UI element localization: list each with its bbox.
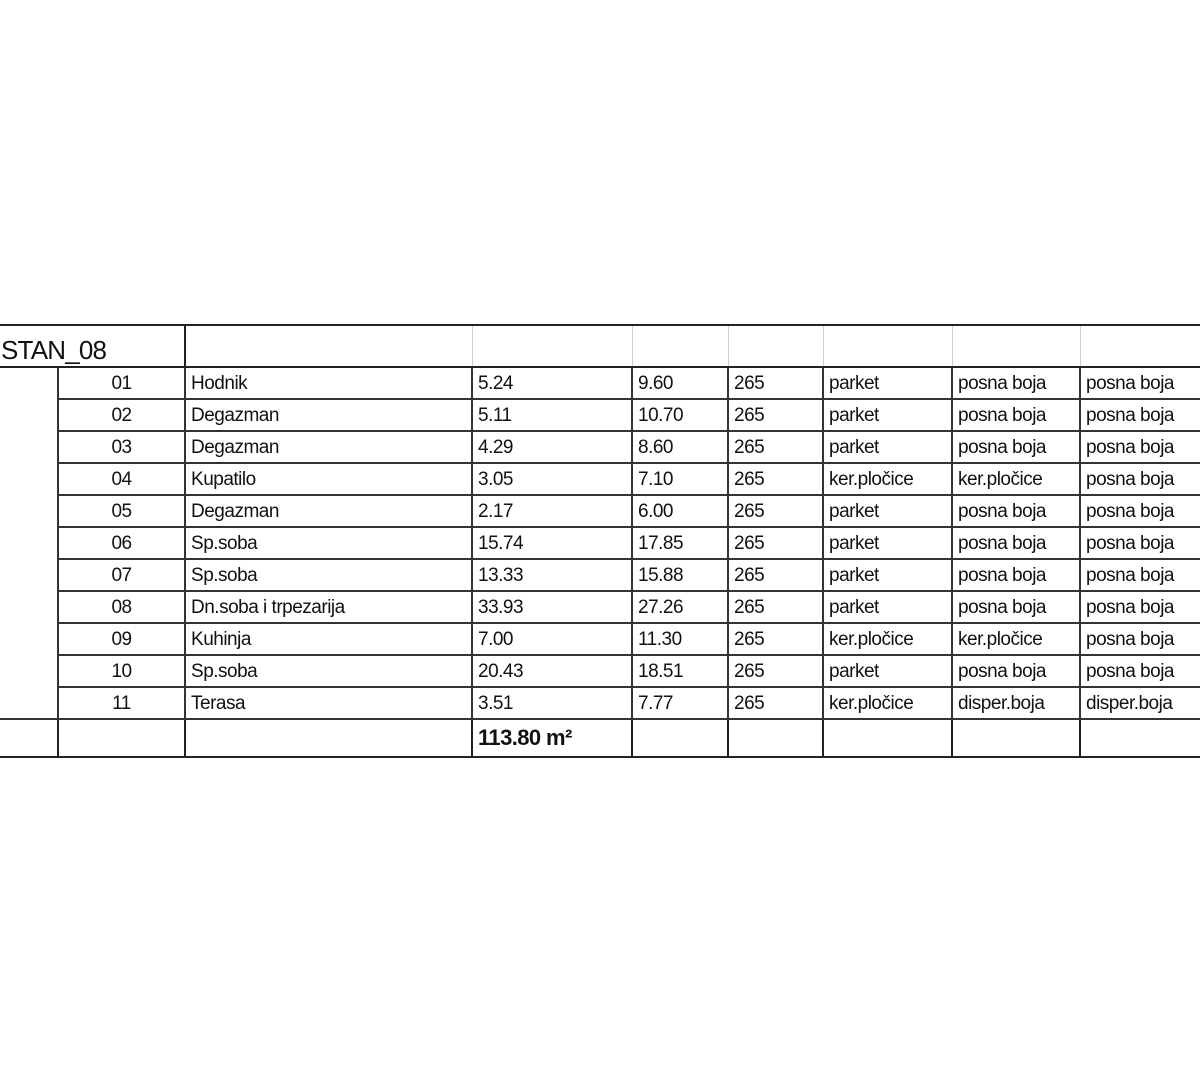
empty-cell: [728, 719, 823, 757]
room-floor-finish: parket: [823, 559, 952, 591]
row-gutter: [0, 527, 58, 559]
room-perimeter: 11.30: [632, 623, 728, 655]
room-wall-finish: posna boja: [952, 367, 1080, 399]
room-wall-finish: posna boja: [952, 527, 1080, 559]
row-gutter: [0, 655, 58, 687]
room-perimeter: 18.51: [632, 655, 728, 687]
total-area: 113.80 m²: [472, 719, 632, 757]
room-floor-finish: parket: [823, 655, 952, 687]
table-row: [0, 463, 1200, 495]
room-height: 265: [728, 367, 823, 399]
table-row: [0, 591, 1200, 623]
empty-cell: [185, 325, 472, 367]
room-height: 265: [728, 399, 823, 431]
room-ceiling-finish: posna boja: [1080, 623, 1200, 655]
empty-cell: [58, 719, 185, 757]
table-row: [0, 495, 1200, 527]
table-row: [0, 559, 1200, 591]
room-ceiling-finish: posna boja: [1080, 527, 1200, 559]
room-height: 265: [728, 687, 823, 719]
room-ceiling-finish: posna boja: [1080, 463, 1200, 495]
row-gutter: [0, 431, 58, 463]
room-number: 11: [58, 687, 185, 719]
room-ceiling-finish: posna boja: [1080, 495, 1200, 527]
table-row: [0, 399, 1200, 431]
room-perimeter: 15.88: [632, 559, 728, 591]
row-gutter: [0, 591, 58, 623]
room-name: Dn.soba i trpezarija: [185, 591, 472, 623]
room-floor-finish: parket: [823, 431, 952, 463]
room-name: Sp.soba: [185, 655, 472, 687]
table-row: [0, 687, 1200, 719]
empty-cell: [823, 325, 952, 367]
room-name: Sp.soba: [185, 559, 472, 591]
row-gutter: [0, 559, 58, 591]
room-wall-finish: posna boja: [952, 591, 1080, 623]
row-gutter: [0, 399, 58, 431]
room-height: 265: [728, 559, 823, 591]
room-wall-finish: ker.pločice: [952, 463, 1080, 495]
room-ceiling-finish: posna boja: [1080, 399, 1200, 431]
room-height: 265: [728, 623, 823, 655]
title-row: [0, 325, 1200, 367]
empty-cell: [1080, 719, 1200, 757]
room-height: 265: [728, 495, 823, 527]
room-floor-finish: parket: [823, 527, 952, 559]
room-perimeter: 10.70: [632, 399, 728, 431]
row-gutter: [0, 495, 58, 527]
room-number: 01: [58, 367, 185, 399]
room-perimeter: 6.00: [632, 495, 728, 527]
room-floor-finish: ker.pločice: [823, 463, 952, 495]
empty-cell: [632, 325, 728, 367]
room-wall-finish: posna boja: [952, 559, 1080, 591]
room-area: 5.11: [472, 399, 632, 431]
room-floor-finish: ker.pločice: [823, 687, 952, 719]
room-name: Hodnik: [185, 367, 472, 399]
room-wall-finish: ker.pločice: [952, 623, 1080, 655]
table-row: [0, 367, 1200, 399]
room-height: 265: [728, 527, 823, 559]
room-height: 265: [728, 431, 823, 463]
row-gutter: [0, 463, 58, 495]
room-area: 33.93: [472, 591, 632, 623]
room-floor-finish: parket: [823, 399, 952, 431]
room-floor-finish: parket: [823, 495, 952, 527]
room-area: 5.24: [472, 367, 632, 399]
total-row: [0, 719, 1200, 757]
room-name: Terasa: [185, 687, 472, 719]
empty-cell: [1080, 325, 1200, 367]
room-wall-finish: posna boja: [952, 399, 1080, 431]
empty-cell: [632, 719, 728, 757]
room-schedule-sheet: [0, 324, 1200, 758]
room-floor-finish: parket: [823, 591, 952, 623]
room-ceiling-finish: posna boja: [1080, 559, 1200, 591]
room-area: 20.43: [472, 655, 632, 687]
room-area: 7.00: [472, 623, 632, 655]
room-perimeter: 7.77: [632, 687, 728, 719]
room-floor-finish: ker.pločice: [823, 623, 952, 655]
room-number: 06: [58, 527, 185, 559]
room-number: 05: [58, 495, 185, 527]
empty-cell: [823, 719, 952, 757]
room-perimeter: 17.85: [632, 527, 728, 559]
room-number: 04: [58, 463, 185, 495]
table-row: [0, 527, 1200, 559]
table-row: [0, 655, 1200, 687]
empty-cell: [185, 719, 472, 757]
room-ceiling-finish: posna boja: [1080, 431, 1200, 463]
room-perimeter: 27.26: [632, 591, 728, 623]
apartment-title: STAN_08: [0, 325, 185, 367]
room-area: 3.05: [472, 463, 632, 495]
empty-cell: [0, 719, 58, 757]
row-gutter: [0, 687, 58, 719]
table-body: [0, 325, 1200, 757]
room-wall-finish: posna boja: [952, 431, 1080, 463]
room-wall-finish: disper.boja: [952, 687, 1080, 719]
room-ceiling-finish: disper.boja: [1080, 687, 1200, 719]
table-row: [0, 623, 1200, 655]
room-area: 2.17: [472, 495, 632, 527]
empty-cell: [952, 325, 1080, 367]
room-perimeter: 8.60: [632, 431, 728, 463]
room-name: Sp.soba: [185, 527, 472, 559]
empty-cell: [952, 719, 1080, 757]
room-number: 08: [58, 591, 185, 623]
room-area: 15.74: [472, 527, 632, 559]
empty-cell: [472, 325, 632, 367]
room-name: Degazman: [185, 399, 472, 431]
room-number: 02: [58, 399, 185, 431]
room-ceiling-finish: posna boja: [1080, 367, 1200, 399]
room-area: 3.51: [472, 687, 632, 719]
row-gutter: [0, 367, 58, 399]
room-number: 03: [58, 431, 185, 463]
room-perimeter: 7.10: [632, 463, 728, 495]
room-height: 265: [728, 591, 823, 623]
room-wall-finish: posna boja: [952, 655, 1080, 687]
room-floor-finish: parket: [823, 367, 952, 399]
room-name: Kuhinja: [185, 623, 472, 655]
room-ceiling-finish: posna boja: [1080, 655, 1200, 687]
room-perimeter: 9.60: [632, 367, 728, 399]
room-name: Degazman: [185, 495, 472, 527]
room-number: 10: [58, 655, 185, 687]
table-row: [0, 431, 1200, 463]
room-schedule-table: [0, 324, 1200, 758]
room-wall-finish: posna boja: [952, 495, 1080, 527]
room-name: Kupatilo: [185, 463, 472, 495]
room-number: 09: [58, 623, 185, 655]
room-area: 4.29: [472, 431, 632, 463]
room-ceiling-finish: posna boja: [1080, 591, 1200, 623]
room-height: 265: [728, 463, 823, 495]
room-number: 07: [58, 559, 185, 591]
room-name: Degazman: [185, 431, 472, 463]
room-height: 265: [728, 655, 823, 687]
row-gutter: [0, 623, 58, 655]
empty-cell: [728, 325, 823, 367]
room-area: 13.33: [472, 559, 632, 591]
